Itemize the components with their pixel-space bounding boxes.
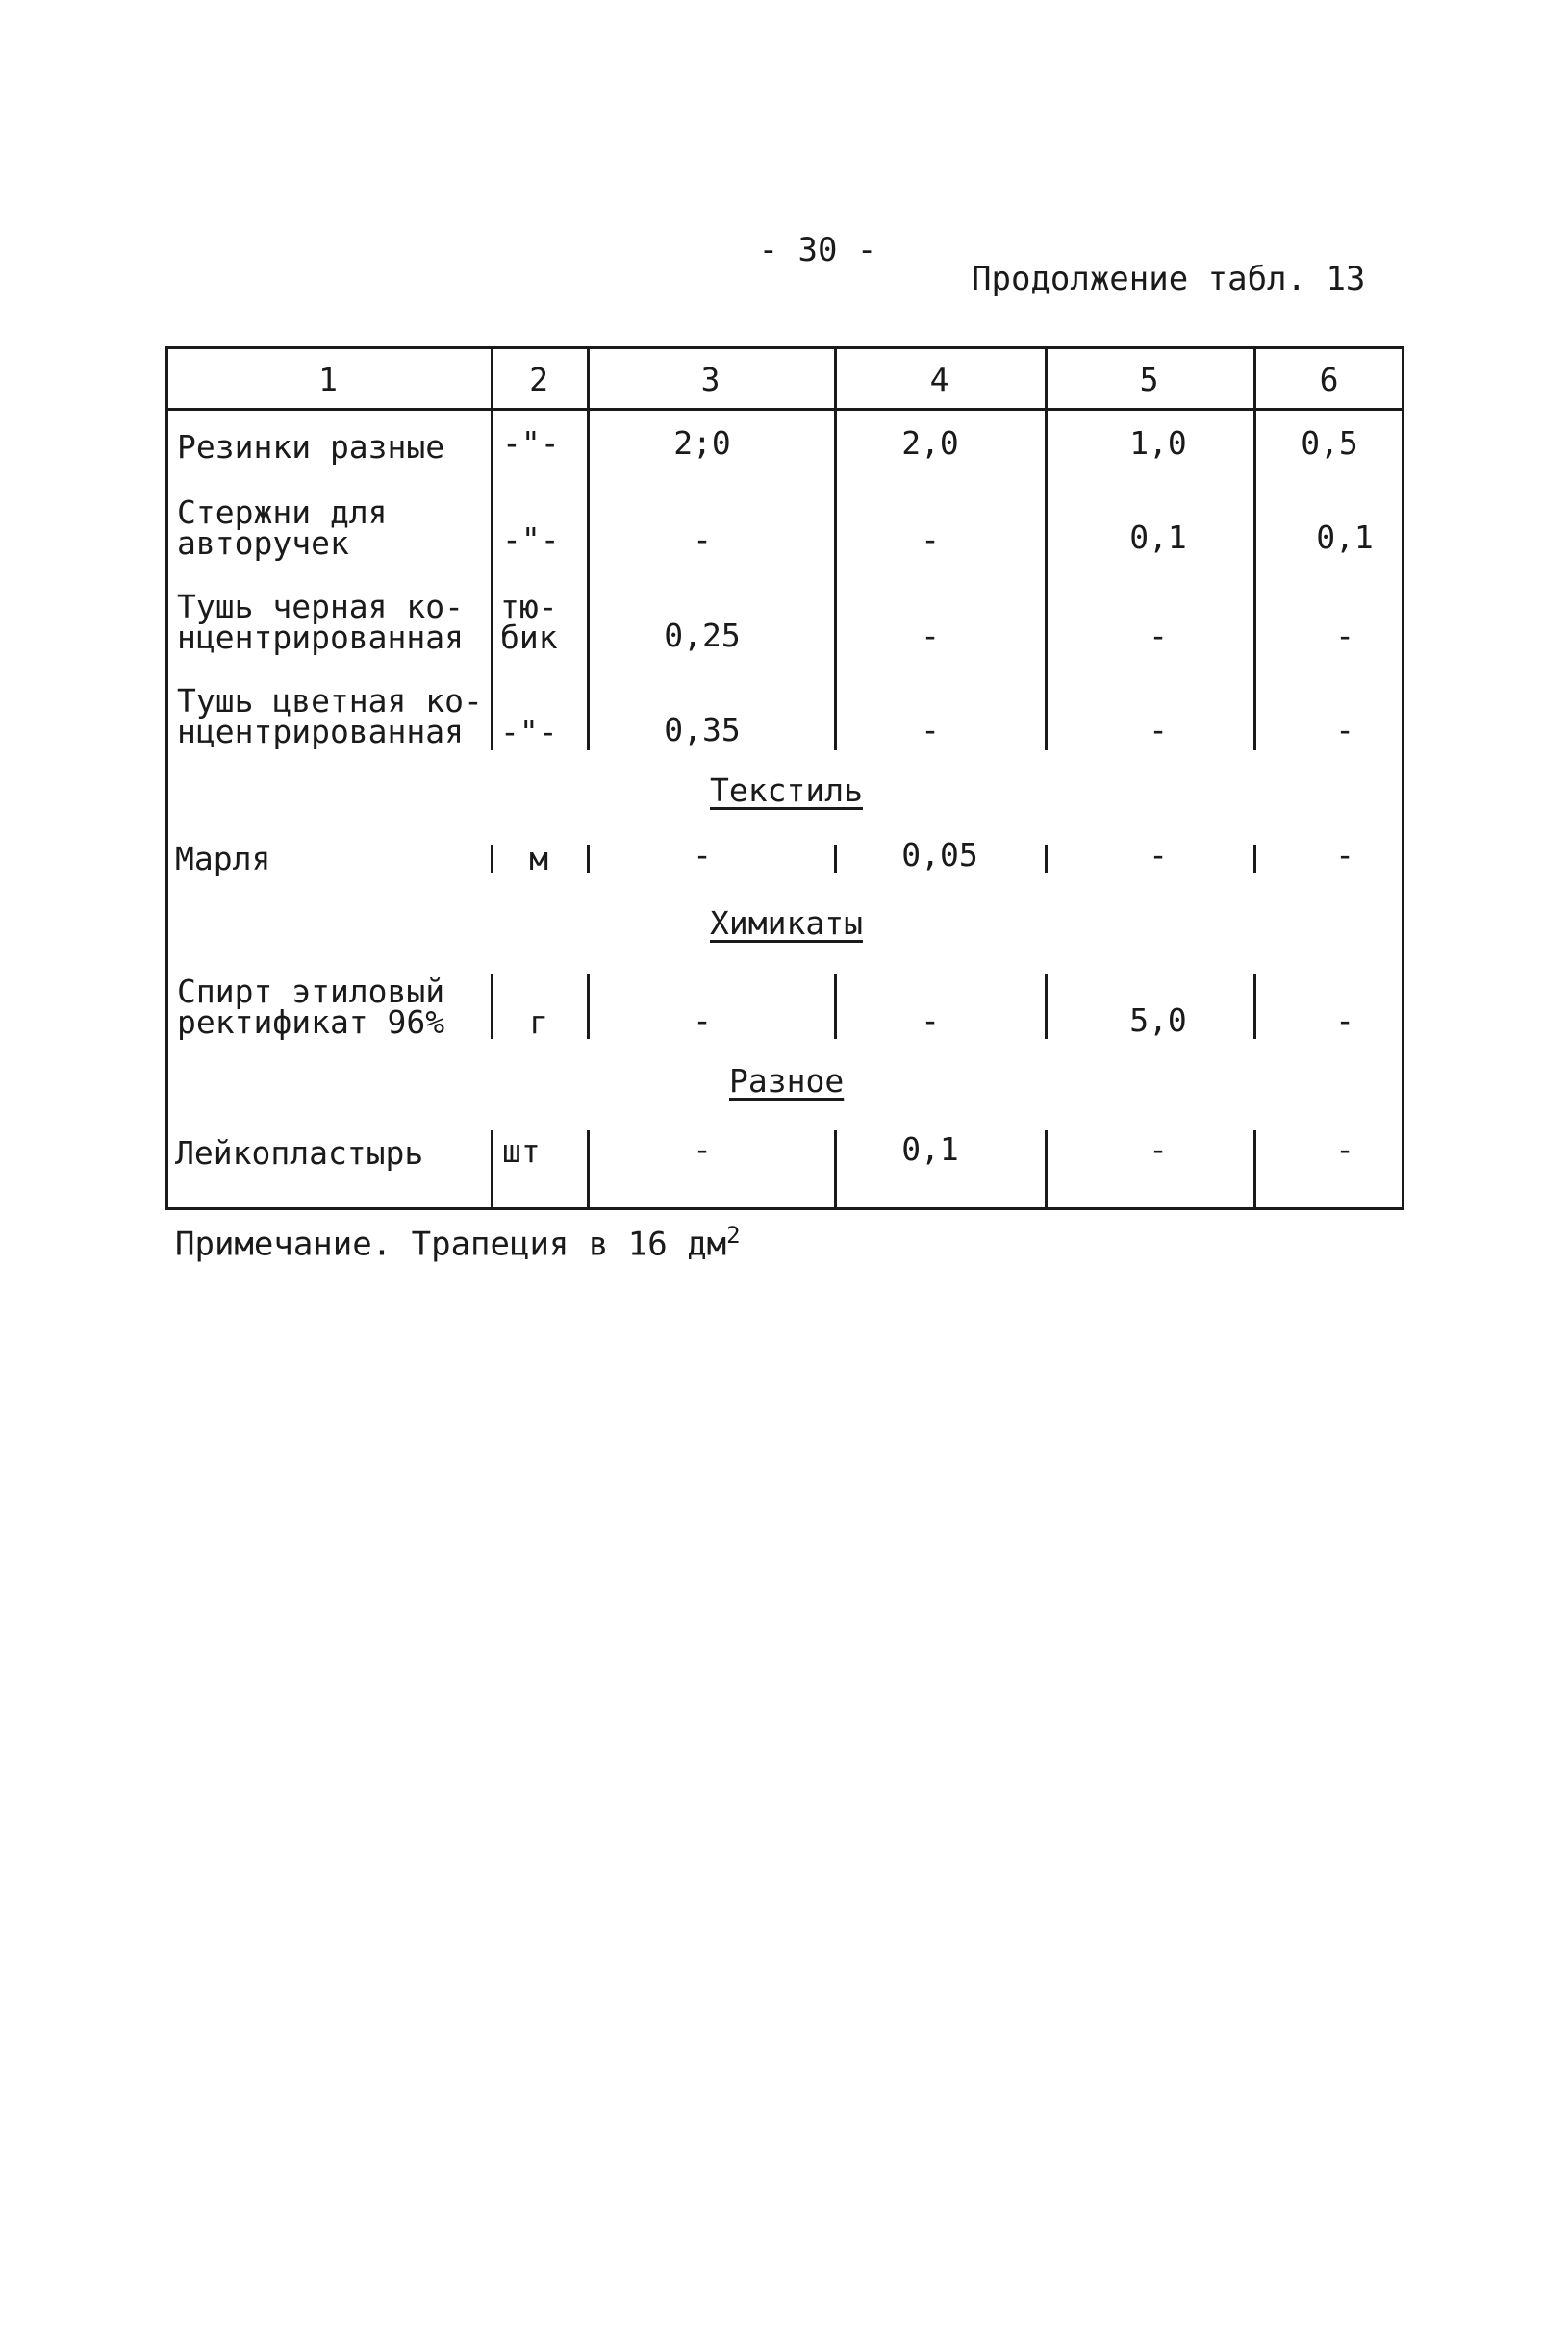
- row-value-col6: -: [1335, 1130, 1354, 1168]
- section-heading-textile: Текстиль: [710, 772, 863, 809]
- row-value-col4: 2,0: [901, 424, 959, 462]
- row-name-continuation: нцентрированная: [177, 619, 465, 656]
- row-name: Резинки разные: [177, 428, 445, 466]
- row-value-col4: 0,05: [901, 836, 978, 873]
- row-name: Спирт этиловый: [177, 973, 445, 1010]
- table-note: [175, 1222, 741, 1263]
- row-value-col3: -: [693, 520, 712, 558]
- row-value-col3: 0,35: [664, 711, 741, 748]
- row-name-continuation: ректификат 96%: [177, 1003, 445, 1041]
- note-superscript: 2: [726, 1222, 741, 1249]
- row-value-col4: -: [921, 711, 940, 748]
- row-name: Стержни для: [177, 494, 388, 531]
- row-name-continuation: авторучек: [177, 524, 349, 562]
- row-value-col4: -: [921, 1001, 940, 1039]
- header-cell-2: 2: [529, 361, 548, 398]
- row-name: Марля: [175, 840, 271, 877]
- row-value-col5: -: [1149, 836, 1168, 873]
- row-unit: -"-: [500, 713, 558, 750]
- row-value-col6: 0,5: [1301, 424, 1358, 462]
- row-value-col3: -: [693, 836, 712, 873]
- row-value-col6: -: [1335, 711, 1354, 748]
- row-value-col3: 2;0: [673, 424, 731, 462]
- section-heading-chemicals: Химикаты: [710, 904, 863, 942]
- row-value-col3: 0,25: [664, 617, 741, 654]
- row-value-col5: -: [1149, 1130, 1168, 1168]
- header-cell-6: 6: [1319, 361, 1339, 398]
- row-value-col6: -: [1335, 1001, 1354, 1039]
- row-value-col3: -: [693, 1001, 712, 1039]
- row-unit: -"-: [502, 424, 560, 462]
- row-value-col4: 0,1: [901, 1130, 959, 1168]
- header-cell-1: 1: [318, 361, 338, 398]
- row-unit: г: [529, 1003, 548, 1041]
- row-value-col3: -: [693, 1130, 712, 1168]
- row-value-col6: 0,1: [1316, 519, 1374, 556]
- row-value-col5: -: [1149, 711, 1168, 748]
- row-unit: -"-: [502, 520, 560, 558]
- row-unit: тю-: [500, 588, 558, 625]
- row-value-col6: -: [1335, 836, 1354, 873]
- row-value-col4: -: [921, 617, 940, 654]
- row-name: Тушь цветная ко-: [177, 682, 483, 720]
- column-rule-segment: [491, 1130, 493, 1210]
- row-name: Лейкопластырь: [175, 1134, 424, 1172]
- section-heading-misc: Разное: [729, 1062, 845, 1100]
- row-value-col5: -: [1149, 617, 1168, 654]
- header-cell-5: 5: [1139, 361, 1159, 398]
- row-value-col5: 5,0: [1129, 1001, 1187, 1039]
- row-unit: м: [529, 840, 548, 877]
- header-separator: [165, 408, 1404, 411]
- table-continuation-caption: Продолжение табл. 13: [972, 260, 1366, 298]
- row-name: Тушь черная ко-: [177, 588, 465, 625]
- note-text: Примечание. Трапеция в 16 дм: [175, 1225, 727, 1264]
- header-cell-4: 4: [929, 361, 949, 398]
- row-name-continuation: нцентрированная: [177, 713, 465, 750]
- row-unit: шт: [502, 1132, 541, 1170]
- row-value-col5: 0,1: [1129, 519, 1187, 556]
- row-value-col5: 1,0: [1129, 424, 1187, 462]
- row-unit-continuation: бик: [500, 619, 558, 656]
- row-value-col4: -: [921, 520, 940, 558]
- row-value-col6: -: [1335, 617, 1354, 654]
- page-number: - 30 -: [758, 231, 877, 269]
- header-cell-3: 3: [700, 361, 721, 398]
- column-rule-1: [491, 346, 493, 750]
